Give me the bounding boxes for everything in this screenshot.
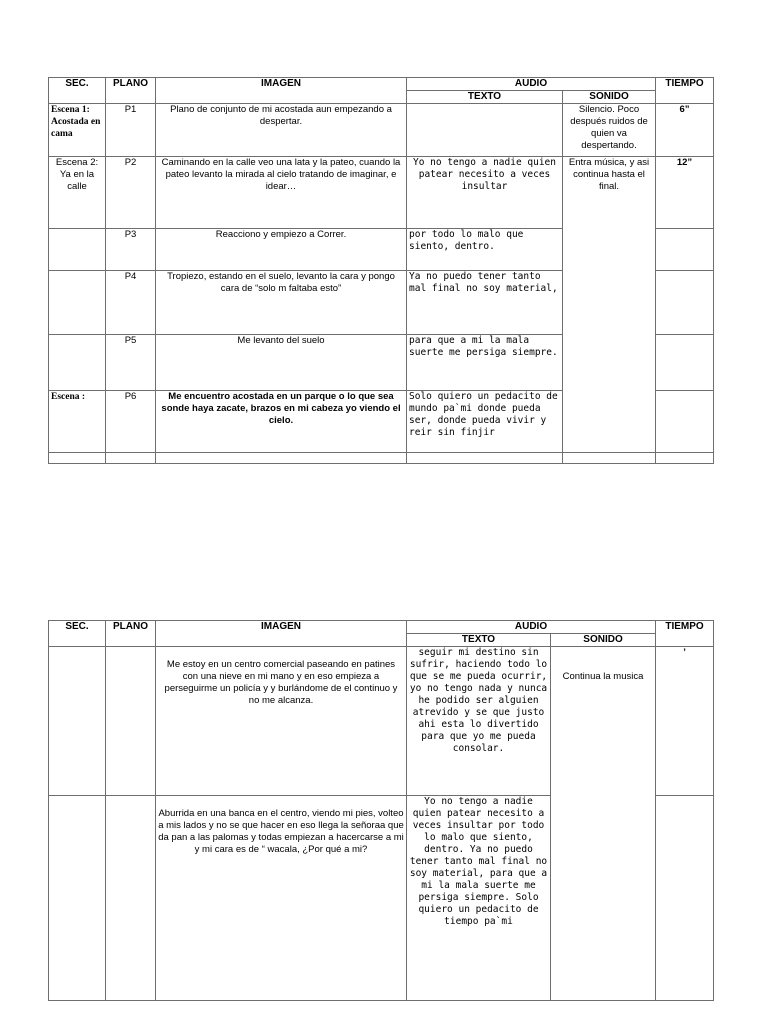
imagen-cell: Me levanto del suelo bbox=[156, 335, 407, 391]
texto-cell: Ya no puedo tener tanto mal final no soy material, bbox=[407, 271, 563, 335]
tiempo-cell: ’ bbox=[656, 647, 714, 796]
texto-cell: seguir mi destino sin sufrir, haciendo todo lo que se me pueda ocurrir, yo no tengo nada y nunca he podido ser alguien atrevido y se que justo ahi esta lo divertido para que yo me pueda consolar. bbox=[407, 647, 551, 796]
header-plano: PLANO bbox=[106, 78, 156, 104]
imagen-cell: Aburrida en una banca en el centro, viendo mi pies, volteo a mis lados y no se que hacer en eso llega la señoraa que da pan a las palomas y todas empiezan a hacercarse a mi y mi cara es de “ wacala, ¿Por qué a mi? bbox=[156, 796, 407, 1001]
table-row bbox=[49, 453, 714, 464]
texto-cell: para que a mi la mala suerte me persiga siempre. bbox=[407, 335, 563, 391]
tiempo-cell bbox=[656, 229, 714, 271]
plano-cell bbox=[106, 647, 156, 796]
sonido-cell: Continua la musica bbox=[551, 647, 656, 1001]
tiempo-cell bbox=[656, 796, 714, 1001]
imagen-cell: Tropiezo, estando en el suelo, levanto la cara y pongo cara de “solo m faltaba esto” bbox=[156, 271, 407, 335]
tiempo-cell: 6” bbox=[656, 104, 714, 157]
table-row bbox=[49, 104, 714, 157]
table-row bbox=[49, 157, 714, 229]
header-audio: AUDIO bbox=[407, 78, 656, 91]
tiempo-cell bbox=[656, 271, 714, 335]
header-texto: TEXTO bbox=[407, 634, 551, 647]
imagen-cell: Plano de conjunto de mi acostada aun empezando a despertar. bbox=[156, 104, 407, 157]
header-sonido: SONIDO bbox=[563, 91, 656, 104]
header-texto: TEXTO bbox=[407, 91, 563, 104]
plano-cell: P4 bbox=[106, 271, 156, 335]
sonido-cell: Silencio. Poco después ruidos de quien va despertando. bbox=[563, 104, 656, 157]
script-table-1 bbox=[48, 77, 714, 464]
imagen-cell: Reacciono y empiezo a Correr. bbox=[156, 229, 407, 271]
texto-cell: Solo quiero un pedacito de mundo pa`mi donde pueda ser, donde pueda vivir y reir sin finjir bbox=[407, 391, 563, 453]
texto-cell: por todo lo malo que siento, dentro. bbox=[407, 229, 563, 271]
header-tiempo: TIEMPO bbox=[656, 621, 714, 647]
scene-cell bbox=[49, 796, 106, 1001]
scene-cell: Escena 1: Acostada en cama bbox=[49, 104, 106, 157]
tiempo-cell: 12” bbox=[656, 157, 714, 229]
plano-cell bbox=[106, 796, 156, 1001]
scene-cell bbox=[49, 335, 106, 391]
header-sec: SEC. bbox=[49, 621, 106, 647]
header-sonido: SONIDO bbox=[551, 634, 656, 647]
sonido-cell: Entra música, y asi continua hasta el final. bbox=[563, 157, 656, 453]
scene-cell bbox=[49, 229, 106, 271]
texto-cell: Yo no tengo a nadie quien patear necesito a veces insultar bbox=[407, 157, 563, 229]
header-tiempo: TIEMPO bbox=[656, 78, 714, 104]
imagen-cell: Caminando en la calle veo una lata y la pateo, cuando la pateo levanto la mirada al cielo tratando de imaginar, e idear… bbox=[156, 157, 407, 229]
tiempo-cell bbox=[656, 391, 714, 453]
header-imagen: IMAGEN bbox=[156, 78, 407, 104]
scene-cell: Escena 2: Ya en la calle bbox=[49, 157, 106, 229]
imagen-cell: Me encuentro acostada en un parque o lo que sea sonde haya zacate, brazos en mi cabeza yo viendo el cielo. bbox=[156, 391, 407, 453]
texto-cell bbox=[407, 104, 563, 157]
tiempo-cell bbox=[656, 335, 714, 391]
plano-cell: P2 bbox=[106, 157, 156, 229]
texto-cell: Yo no tengo a nadie quien patear necesito a veces insultar por todo lo malo que siento, dentro. Ya no puedo tener tanto mal final no soy material, para que a mi la mala suerte me persiga siempre. Solo quiero un pedacito de tiempo pa`mi bbox=[407, 796, 551, 1001]
header-audio: AUDIO bbox=[407, 621, 656, 634]
table-row bbox=[49, 647, 714, 796]
plano-cell: P1 bbox=[106, 104, 156, 157]
imagen-cell: Me estoy en un centro comercial paseando en patines con una nieve en mi mano y en eso empieza a perseguirme un policía y y burlándome de el continuo y no me alcanza. bbox=[156, 647, 407, 796]
script-table-2 bbox=[48, 620, 714, 1001]
plano-cell: P3 bbox=[106, 229, 156, 271]
scene-cell bbox=[49, 271, 106, 335]
header-sec: SEC. bbox=[49, 78, 106, 104]
header-imagen: IMAGEN bbox=[156, 621, 407, 647]
plano-cell: P6 bbox=[106, 391, 156, 453]
scene-cell bbox=[49, 647, 106, 796]
plano-cell: P5 bbox=[106, 335, 156, 391]
header-plano: PLANO bbox=[106, 621, 156, 647]
scene-cell: Escena : bbox=[49, 391, 106, 453]
